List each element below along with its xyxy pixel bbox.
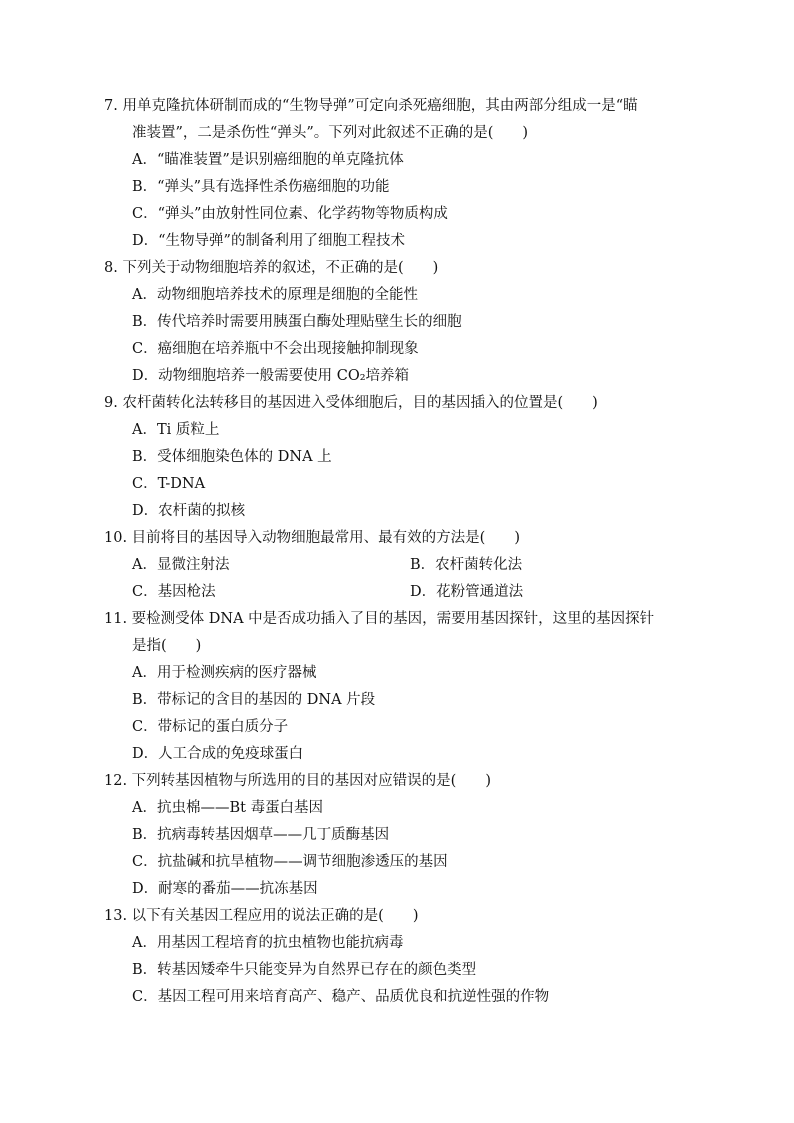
question-10-option-d: D．花粉管通道法 <box>410 584 524 600</box>
question-13-stem: 13. 以下有关基因工程应用的说法正确的是( ) <box>104 908 419 924</box>
question-8-option-d: D．动物细胞培养一般需要使用 CO₂培养箱 <box>132 368 410 384</box>
question-8-option-b: B．传代培养时需要用胰蛋白酶处理贴壁生长的细胞 <box>132 314 462 330</box>
question-7-option-a: A．“瞄准装置”是识别癌细胞的单克隆抗体 <box>132 152 404 168</box>
question-12-option-d: D．耐寒的番茄——抗冻基因 <box>132 881 318 897</box>
question-12-option-c: C．抗盐碱和抗旱植物——调节细胞渗透压的基因 <box>132 854 448 870</box>
question-10-option-c: C．基因枪法 <box>132 584 216 600</box>
question-9-option-a: A．Ti 质粒上 <box>132 422 220 438</box>
question-9-option-c: C．T-DNA <box>132 476 206 492</box>
question-13-option-c: C．基因工程可用来培育高产、稳产、品质优良和抗逆性强的作物 <box>132 989 550 1005</box>
question-9-option-b: B．受体细胞染色体的 DNA 上 <box>132 449 332 465</box>
question-12-option-a: A．抗虫棉——Bt 毒蛋白基因 <box>132 800 324 816</box>
question-10-option-a: A．显微注射法 <box>132 557 230 573</box>
question-11-option-b: B．带标记的含目的基因的 DNA 片段 <box>132 692 376 708</box>
question-13-option-a: A．用基因工程培育的抗虫植物也能抗病毒 <box>132 935 404 951</box>
question-8-option-c: C．癌细胞在培养瓶中不会出现接触抑制现象 <box>132 341 419 357</box>
question-8-stem: 8. 下列关于动物细胞培养的叙述，不正确的是( ) <box>104 260 439 276</box>
question-7-stem-line-2: 准装置”，二是杀伤性“弹头”。下列对此叙述不正确的是( ) <box>132 125 529 141</box>
question-9-option-d: D．农杆菌的拟核 <box>132 503 246 519</box>
question-8-option-a: A．动物细胞培养技术的原理是细胞的全能性 <box>132 287 418 303</box>
question-7-stem-line-1: 7. 用单克隆抗体研制而成的“生物导弹”可定向杀死癌细胞，其由两部分组成一是“瞄 <box>104 98 638 114</box>
question-7-option-b: B．“弹头”具有选择性杀伤癌细胞的功能 <box>132 179 390 195</box>
question-12-stem: 12. 下列转基因植物与所选用的目的基因对应错误的是( ) <box>104 773 491 789</box>
question-11-option-d: D．人工合成的免疫球蛋白 <box>132 746 304 762</box>
question-10-option-b: B．农杆菌转化法 <box>410 557 523 573</box>
question-10-stem: 10. 目前将目的基因导入动物细胞最常用、最有效的方法是( ) <box>104 530 520 546</box>
question-12-option-b: B．抗病毒转基因烟草——几丁质酶基因 <box>132 827 390 843</box>
question-11-stem-line-2: 是指( ) <box>132 638 202 654</box>
question-13-option-b: B．转基因矮牵牛只能变异为自然界已存在的颜色类型 <box>132 962 477 978</box>
question-11-option-a: A．用于检测疾病的医疗器械 <box>132 665 317 681</box>
question-7-option-c: C．“弹头”由放射性同位素、化学药物等物质构成 <box>132 206 448 222</box>
question-9-stem: 9. 农杆菌转化法转移目的基因进入受体细胞后，目的基因插入的位置是( ) <box>104 395 598 411</box>
question-7-option-d: D．“生物导弹”的制备利用了细胞工程技术 <box>132 233 405 249</box>
question-11-stem-line-1: 11. 要检测受体 DNA 中是否成功插入了目的基因，需要用基因探针，这里的基因探针 <box>104 611 655 627</box>
question-11-option-c: C．带标记的蛋白质分子 <box>132 719 289 735</box>
